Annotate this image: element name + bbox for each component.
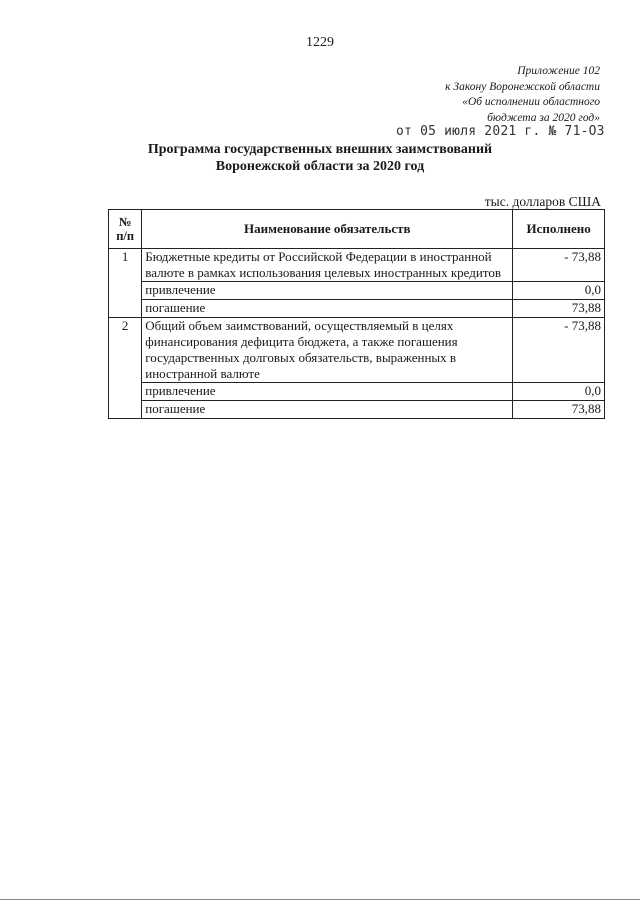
appendix-line: к Закону Воронежской области bbox=[445, 80, 600, 93]
header-number: № п/п bbox=[109, 210, 142, 249]
units-label: тыс. долларов США bbox=[484, 194, 601, 209]
row-name: Бюджетные кредиты от Российской Федерации в иностранной валюте в рамках использования целевых иностранных кредитов bbox=[142, 249, 513, 282]
table-row bbox=[109, 249, 605, 282]
row-done: - 73,88 bbox=[513, 318, 605, 383]
document-title bbox=[0, 141, 640, 175]
subrow-name: привлечение bbox=[142, 383, 513, 401]
row-done: - 73,88 bbox=[513, 249, 605, 282]
subrow-done: 0,0 bbox=[513, 383, 605, 401]
subrow-name: привлечение bbox=[142, 282, 513, 300]
table-row bbox=[109, 318, 605, 383]
table-subrow bbox=[109, 401, 605, 419]
table-header-row bbox=[109, 210, 605, 249]
header-name: Наименование обязательств bbox=[142, 210, 513, 249]
table-subrow bbox=[109, 282, 605, 300]
subrow-done: 73,88 bbox=[513, 401, 605, 419]
subrow-done: 0,0 bbox=[513, 282, 605, 300]
subrow-name: погашение bbox=[142, 300, 513, 318]
appendix-line: Приложение 102 bbox=[517, 65, 600, 77]
subrow-name: погашение bbox=[142, 401, 513, 419]
appendix-line: «Об исполнении областного bbox=[462, 96, 600, 108]
row-number: 1 bbox=[109, 249, 142, 318]
page-number: 1229 bbox=[306, 35, 334, 50]
appendix-line: бюджета за 2020 год» bbox=[487, 111, 600, 124]
appendix-reference bbox=[340, 64, 600, 126]
row-name: Общий объем заимствований, осуществляемый в целях финансирования дефицита бюджета, а также погашения государственных долговых обязательств, выраженных в иностранной валюте bbox=[142, 318, 513, 383]
header-done: Исполнено bbox=[513, 210, 605, 249]
page-bottom-rule bbox=[0, 899, 640, 900]
row-number: 2 bbox=[109, 318, 142, 419]
title-line: Программа государственных внешних заимствований bbox=[147, 142, 493, 157]
borrowings-table bbox=[108, 209, 605, 419]
title-line: Воронежской области за 2020 год bbox=[215, 159, 425, 174]
table-subrow bbox=[109, 383, 605, 401]
subrow-done: 73,88 bbox=[513, 300, 605, 318]
table-subrow bbox=[109, 300, 605, 318]
law-date-stamp: от 05 июля 2021 г. № 71-ОЗ bbox=[396, 124, 605, 139]
